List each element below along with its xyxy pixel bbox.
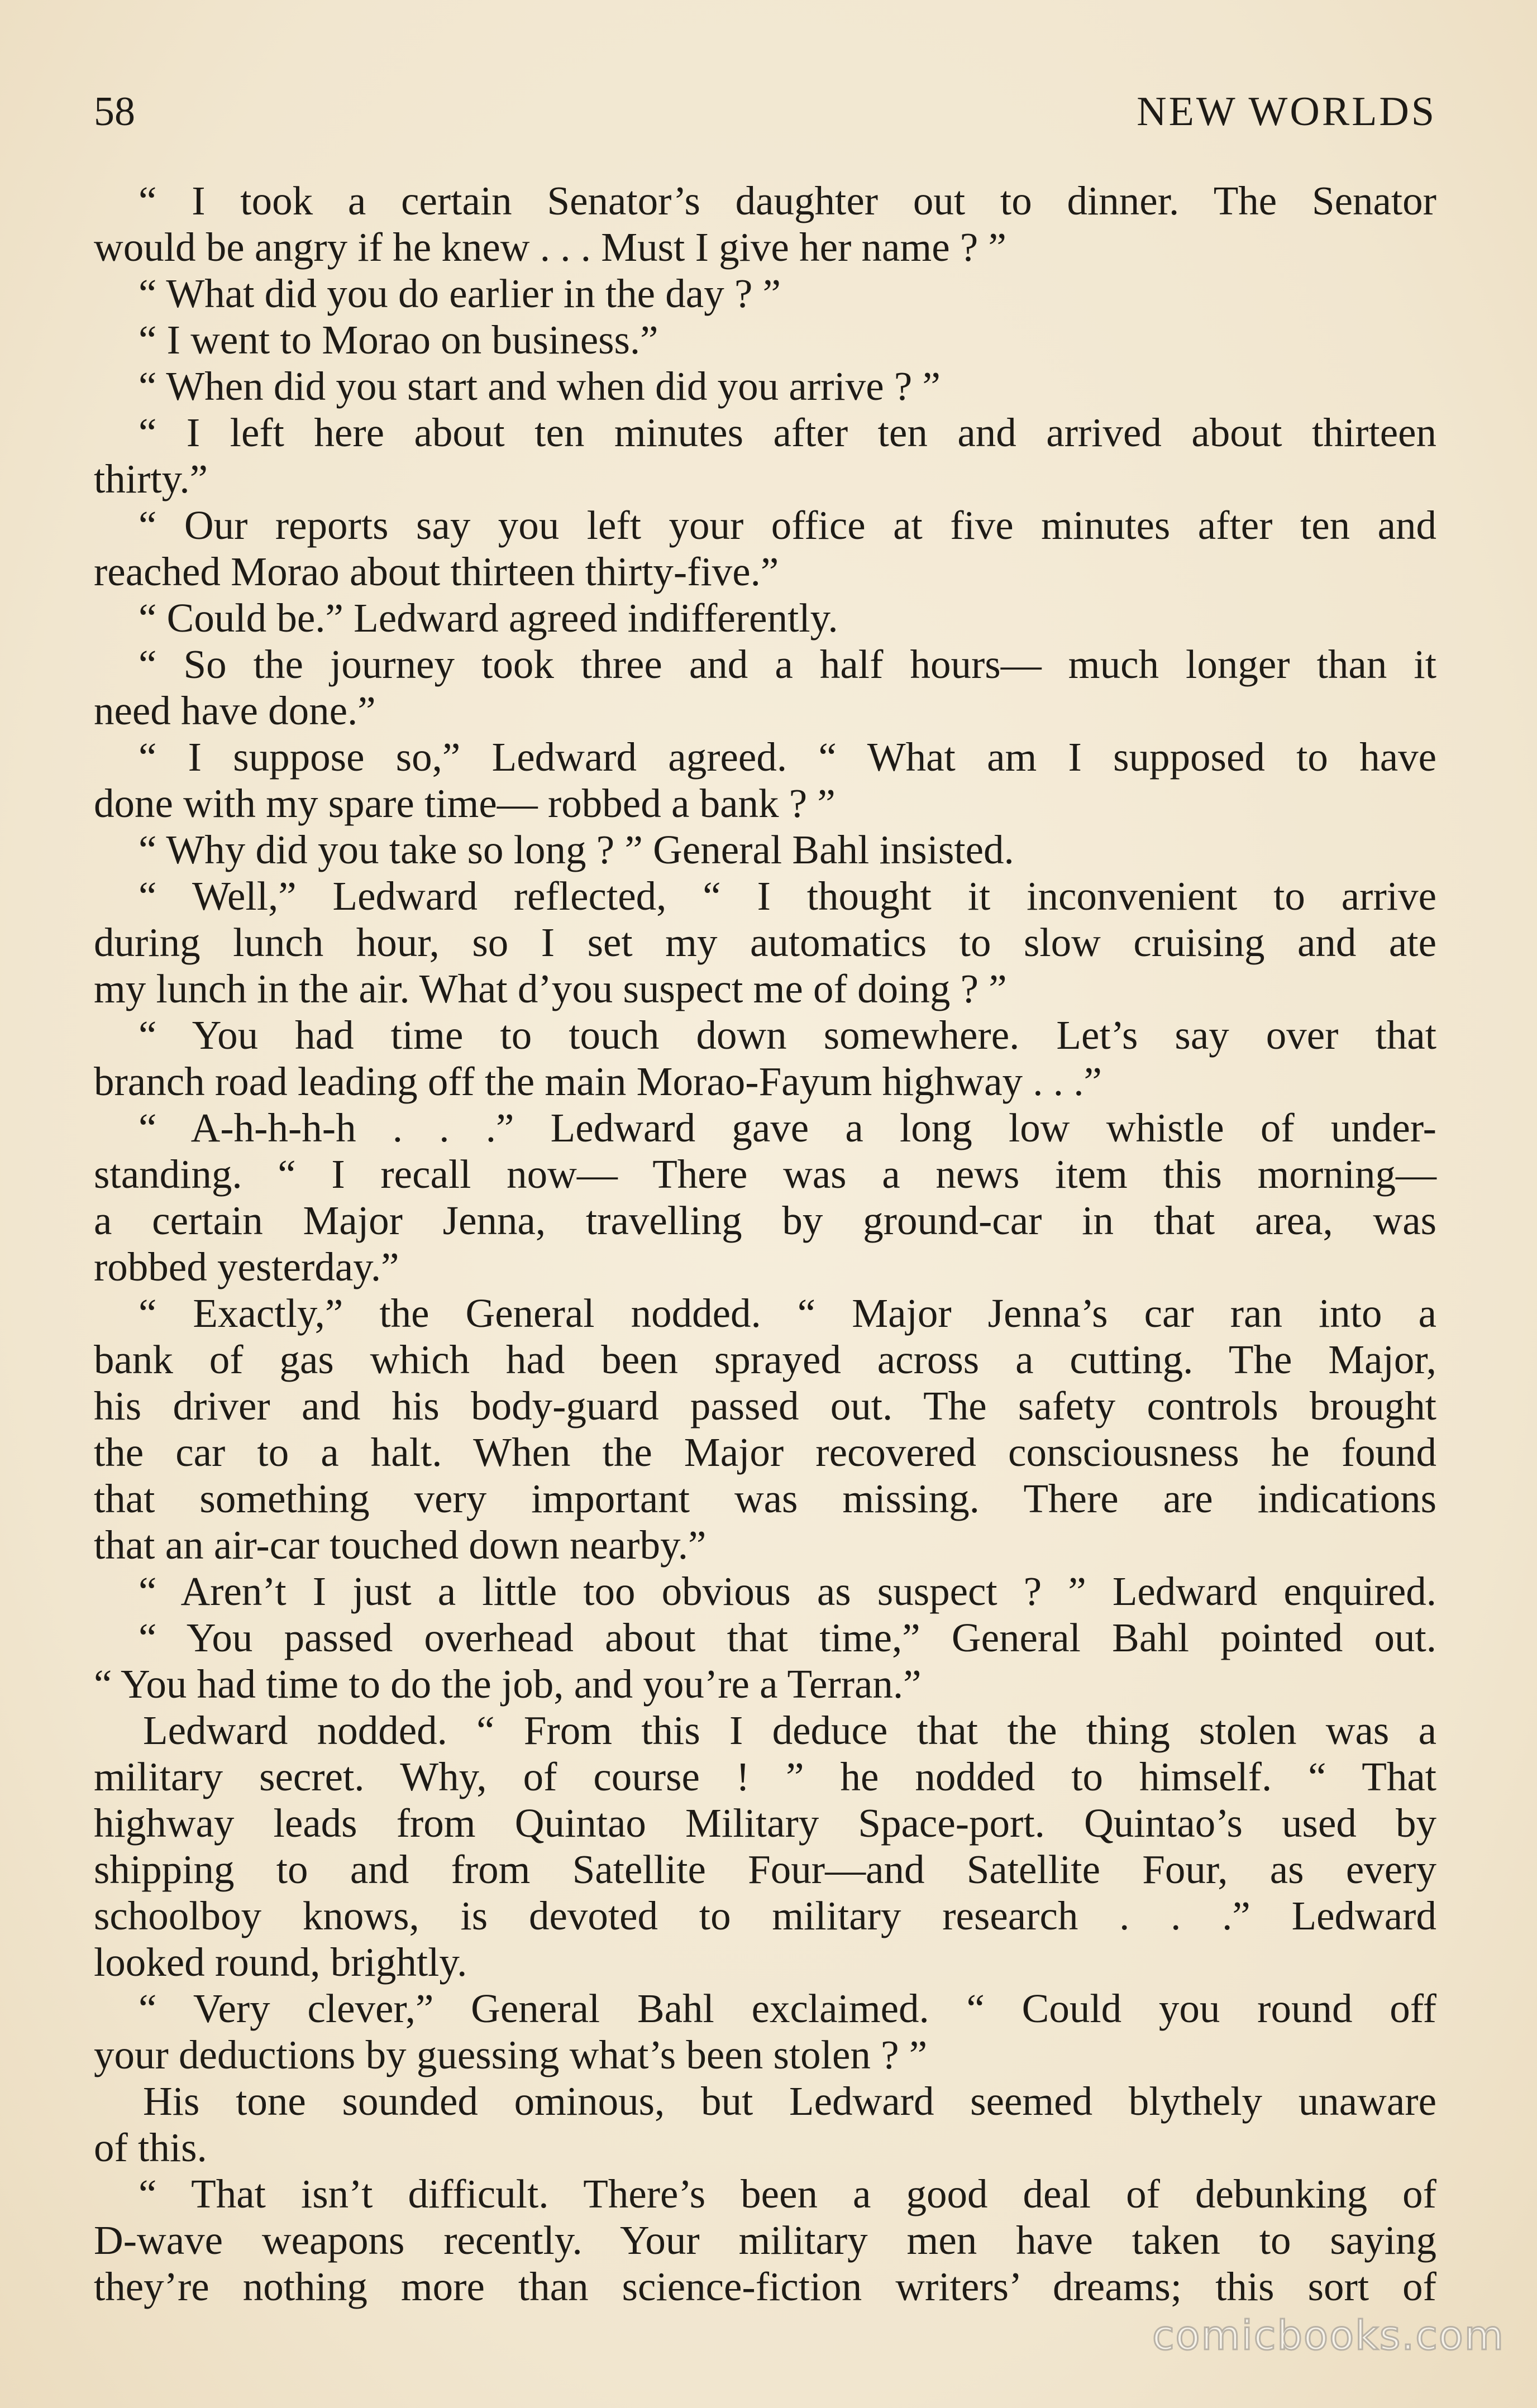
text-line: thirty.” [94,456,208,501]
text-line: they’re nothing more than science-fiction writers’ dreams; this sort of [94,2264,1436,2309]
text-line: that an air-car touched down nearby.” [94,1522,707,1568]
text-line: schoolboy knows, is devoted to military research . . .” Ledward [94,1893,1436,1938]
text-line: D-wave weapons recently. Your military men have taken to saying [94,2218,1436,2263]
text-line: “ Aren’t I just a little too obvious as suspect ? ” Ledward enquired. [139,1569,1436,1614]
body-text [94,178,1436,2310]
text-line: your deductions by guessing what’s been stolen ? ” [94,2032,928,2077]
watermark: comicbooks.com [1152,2312,1505,2359]
text-line: reached Morao about thirteen thirty-five.” [94,549,779,594]
text-line: “ I took a certain Senator’s daughter out to dinner. The Senator [139,178,1436,223]
text-line: His tone sounded ominous, but Ledward seemed blythely unaware [143,2079,1436,2124]
text-line: “ You had time to touch down somewhere. Let’s say over that [139,1012,1436,1058]
text-line: bank of gas which had been sprayed across a cutting. The Major, [94,1337,1436,1382]
text-line: “ Why did you take so long ? ” General Bahl insisted. [139,827,1014,872]
text-line: a certain Major Jenna, travelling by ground-car in that area, was [94,1198,1436,1243]
text-line: “ You passed overhead about that time,” General Bahl pointed out. [139,1615,1436,1660]
text-line: robbed yesterday.” [94,1244,399,1289]
page-number: 58 [94,89,135,135]
text-line: branch road leading off the main Morao-Fayum highway . . .” [94,1059,1102,1104]
text-line: of this. [94,2125,207,2170]
text-line: my lunch in the air. What d’you suspect me of doing ? ” [94,966,1007,1011]
text-line: “ I went to Morao on business.” [139,317,658,362]
text-line: Ledward nodded. “ From this I deduce that the thing stolen was a [143,1708,1436,1753]
text-line: “ I left here about ten minutes after ten and arrived about thirteen [139,410,1436,455]
text-line: that something very important was missing. There are indications [94,1476,1436,1521]
page-header [94,84,1436,140]
text-line: “ That isn’t difficult. There’s been a good deal of debunking of [139,2171,1436,2216]
text-line: would be angry if he knew . . . Must I give her name ? ” [94,224,1006,270]
text-line: looked round, brightly. [94,1939,467,1985]
text-line: highway leads from Quintao Military Space-port. Quintao’s used by [94,1800,1436,1846]
text-line: “ When did you start and when did you arrive ? ” [139,364,941,409]
running-title: NEW WORLDS [1137,89,1436,135]
text-line: his driver and his body-guard passed out. The safety controls brought [94,1383,1436,1428]
text-line: “ What did you do earlier in the day ? ” [139,271,781,316]
text-line: “ You had time to do the job, and you’re a Terran.” [94,1661,922,1707]
text-line: need have done.” [94,688,376,733]
text-line: standing. “ I recall now— There was a news item this morning— [94,1152,1436,1197]
text-line: during lunch hour, so I set my automatics to slow cruising and ate [94,920,1436,965]
text-line: shipping to and from Satellite Four—and Satellite Four, as every [94,1847,1436,1892]
text-line: “ Well,” Ledward reflected, “ I thought it inconvenient to arrive [139,873,1436,919]
text-line: done with my spare time— robbed a bank ? ” [94,781,836,826]
text-line: military secret. Why, of course ! ” he nodded to himself. “ That [94,1754,1436,1799]
text-line: “ A-h-h-h-h . . .” Ledward gave a long low whistle of under- [139,1105,1436,1150]
text-line: “ I suppose so,” Ledward agreed. “ What am I supposed to have [139,734,1436,780]
text-line: “ Could be.” Ledward agreed indifferently. [139,595,838,641]
text-line: “ Exactly,” the General nodded. “ Major Jenna’s car ran into a [139,1291,1436,1336]
text-line: “ Very clever,” General Bahl exclaimed. “ Could you round off [139,1986,1436,2031]
text-line: “ So the journey took three and a half hours— much longer than it [139,642,1436,687]
text-line: the car to a halt. When the Major recovered consciousness he found [94,1430,1436,1475]
text-line: “ Our reports say you left your office at five minutes after ten and [139,503,1436,548]
